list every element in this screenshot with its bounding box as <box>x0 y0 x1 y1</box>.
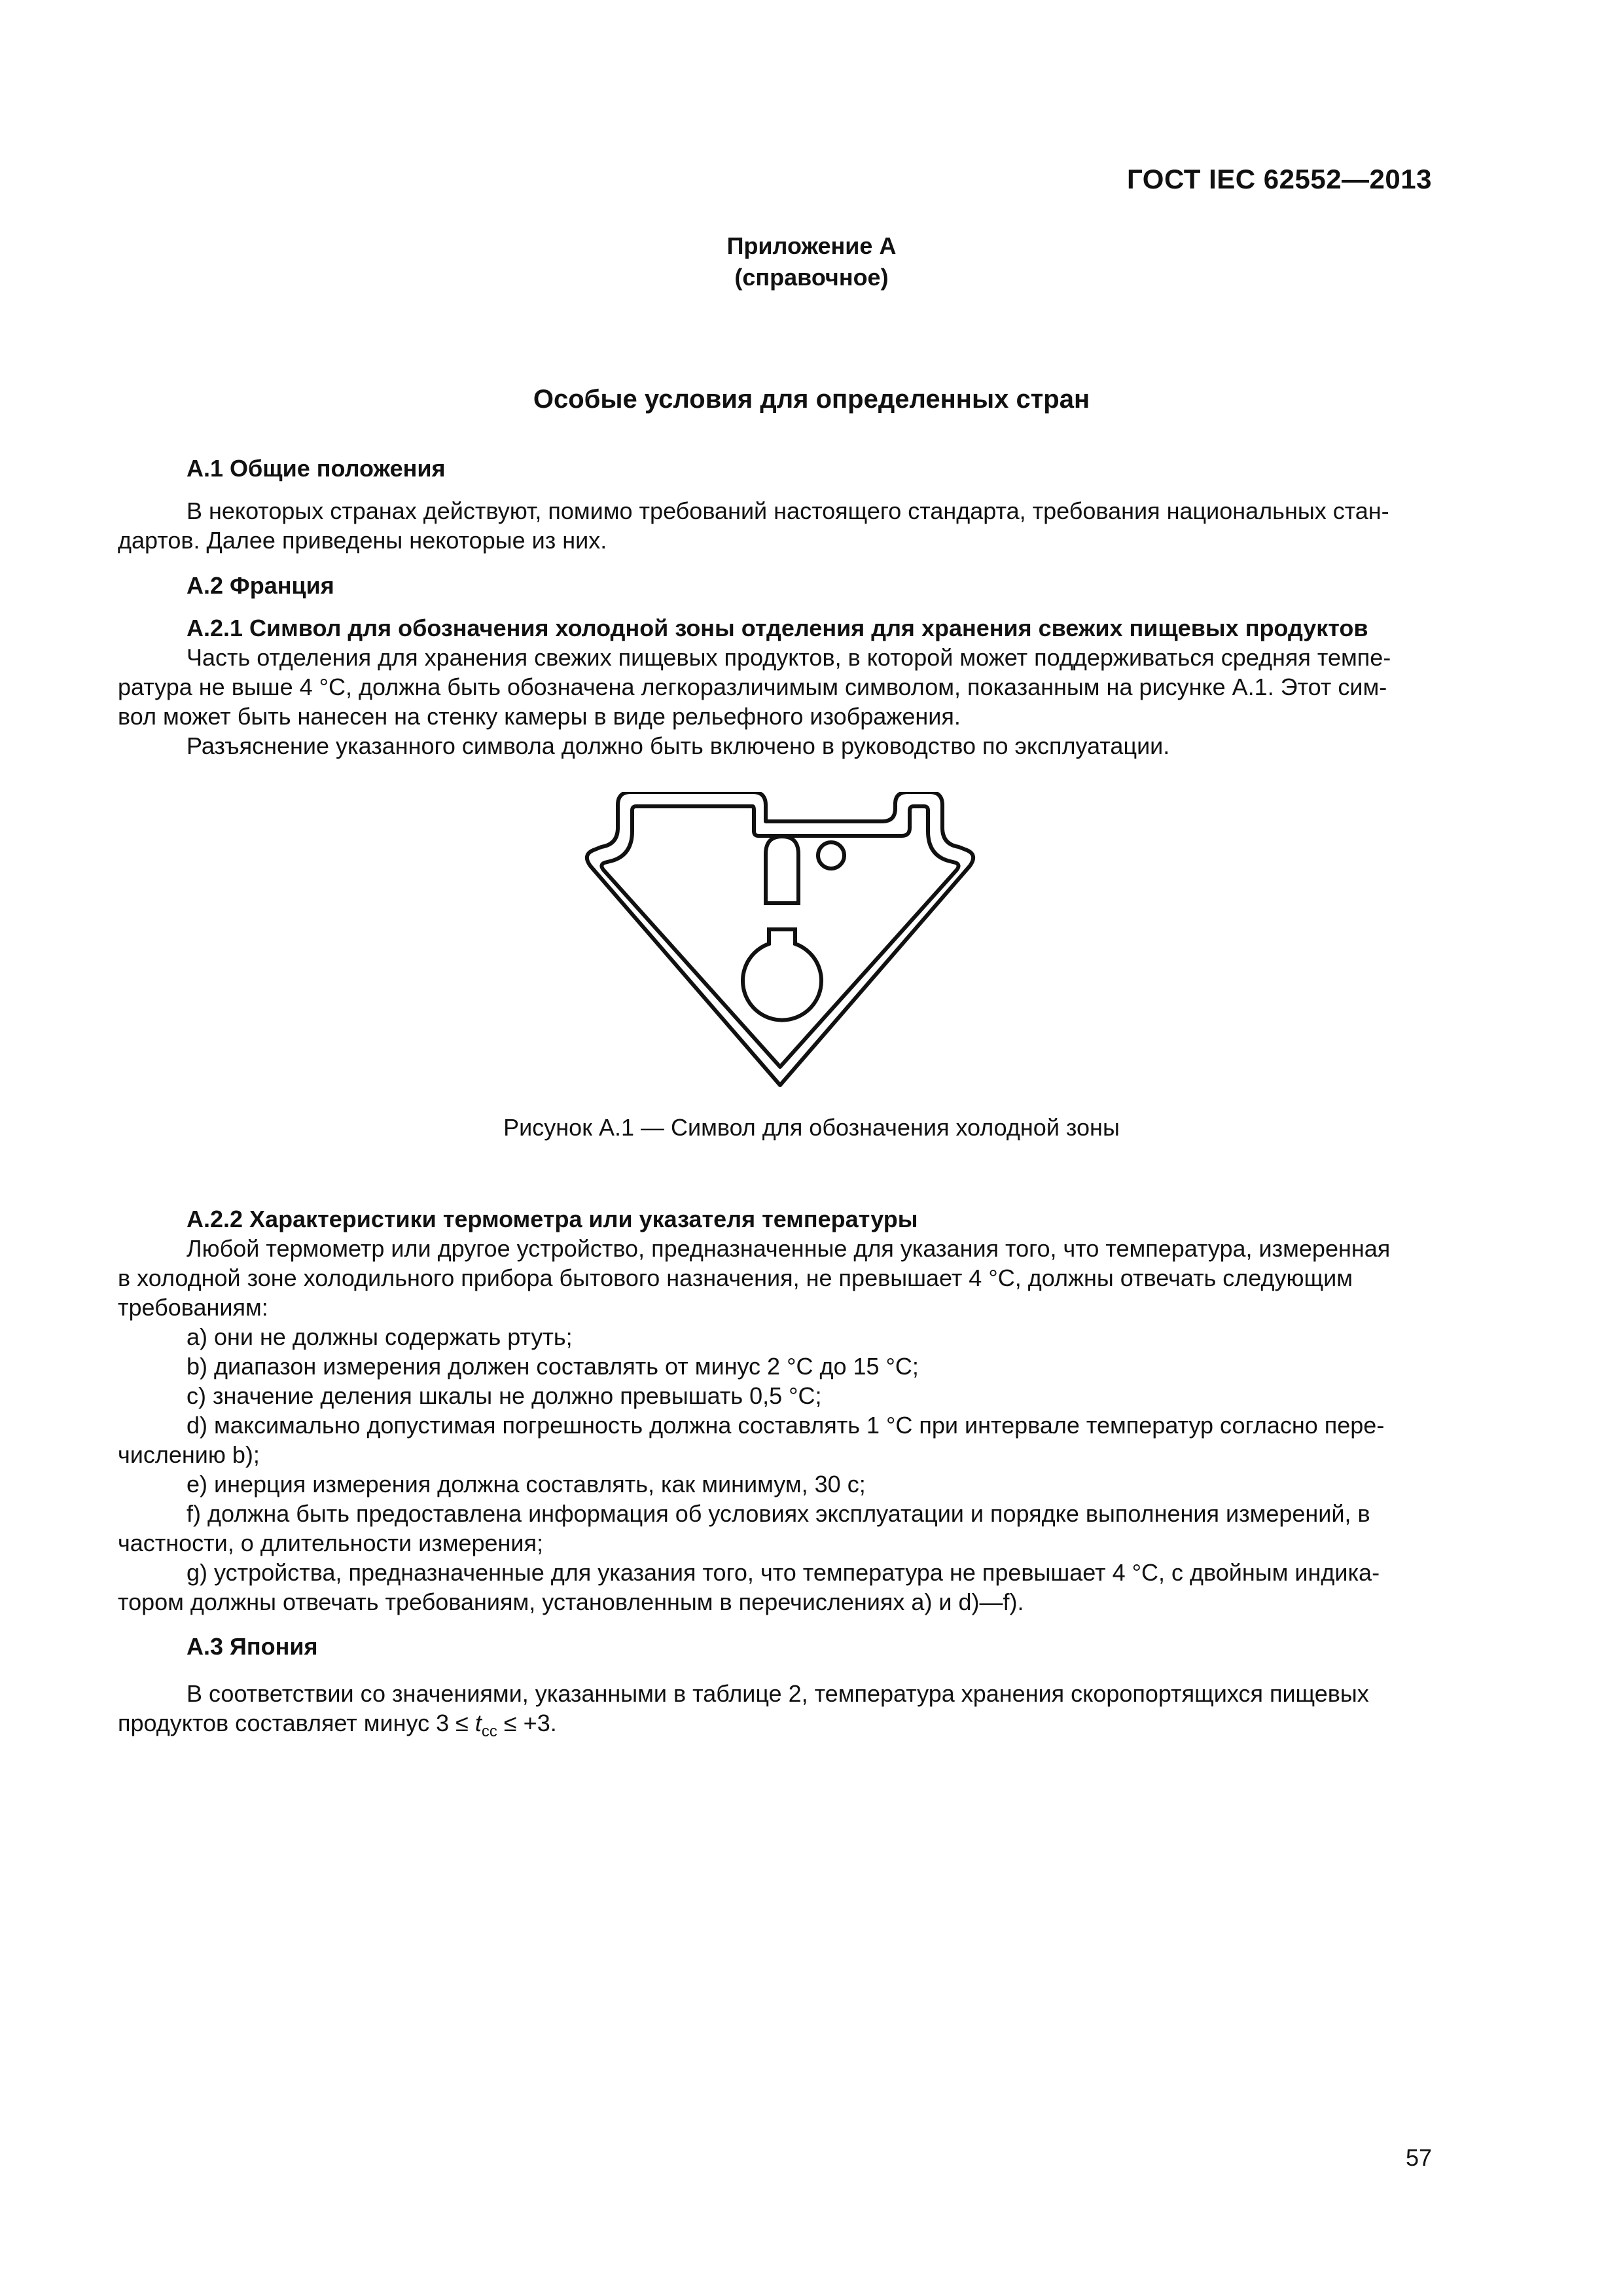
list-item-d-cont: числению b); <box>118 1441 260 1468</box>
appendix-title: Приложение А <box>726 232 897 259</box>
figure-caption: Рисунок А.1 — Символ для обозначения холодной зоны <box>503 1114 1120 1141</box>
section-a21-line4: Разъяснение указанного символа должно быть включено в руководство по эксплуатации. <box>187 732 1170 759</box>
section-a3-heading: А.3 Япония <box>187 1633 318 1660</box>
section-a2-heading: А.2 Франция <box>187 572 334 599</box>
list-item-e: e) инерция измерения должна составлять, как минимум, 30 с; <box>187 1471 866 1498</box>
page-title: Особые условия для определенных стран <box>533 385 1090 414</box>
section-a22-heading: А.2.2 Характеристики термометра или указателя температуры <box>187 1206 918 1232</box>
section-a21-line1: Часть отделения для хранения свежих пищевых продуктов, в которой может поддерживаться средняя темпе- <box>187 644 1391 671</box>
list-item-f: f) должна быть предоставлена информация об условиях эксплуатации и порядке выполнения измерений, в <box>187 1500 1370 1527</box>
section-a22-line1: Любой термометр или другое устройство, предназначенные для указания того, что температура, измеренная <box>187 1235 1391 1262</box>
list-item-f-cont: частности, о длительности измерения; <box>118 1530 544 1556</box>
page-number: 57 <box>1405 2144 1432 2171</box>
list-item-a: a) они не должны содержать ртуть; <box>187 1323 573 1350</box>
list-item-d: d) максимально допустимая погрешность должна составлять 1 °С при интервале температур согласно пере- <box>187 1412 1385 1439</box>
list-item-c: c) значение деления шкалы не должно превышать 0,5 °С; <box>187 1382 822 1409</box>
list-item-g: g) устройства, предназначенные для указания того, что температура не превышает 4 °С, с двойным индика- <box>187 1559 1380 1586</box>
section-a22-line3: требованиям: <box>118 1294 268 1321</box>
section-a3-line1: В соответствии со значениями, указанными в таблице 2, температура хранения скоропортящихся пищевых <box>187 1680 1369 1707</box>
list-item-b: b) диапазон измерения должен составлять от минус 2 °С до 15 °С; <box>187 1353 919 1380</box>
section-a21-line2: ратура не выше 4 °С, должна быть обозначена легкоразличимым символом, показанным на рисунке А.1. Этот сим- <box>118 673 1387 700</box>
section-a21-line3: вол может быть нанесен на стенку камеры в виде рельефного изображения. <box>118 703 961 730</box>
section-a3-line2-post: ≤ +3. <box>497 1710 557 1736</box>
section-a3-line2 <box>118 1708 1446 1746</box>
section-a3-line2-pre: продуктов составляет минус 3 ≤ <box>118 1710 475 1736</box>
section-a1-heading: А.1 Общие положения <box>187 455 446 482</box>
section-a21-heading: А.2.1 Символ для обозначения холодной зоны отделения для хранения свежих пищевых продуктов <box>187 615 1368 641</box>
cold-zone-symbol <box>576 792 982 1093</box>
section-a1-text-line2: дартов. Далее приведены некоторые из них. <box>118 527 607 554</box>
section-a22-line2: в холодной зоне холодильного прибора бытового назначения, не превышает 4 °С, должны отвечать следующим <box>118 1265 1353 1291</box>
section-a1-text-line1: В некоторых странах действуют, помимо требований настоящего стандарта, требования национальных стан- <box>187 497 1389 524</box>
list-item-g-cont: тором должны отвечать требованиям, установленным в перечислениях а) и d)—f). <box>118 1588 1024 1615</box>
standard-number: ГОСТ IEC 62552—2013 <box>1127 164 1432 194</box>
appendix-status: (справочное) <box>734 264 889 291</box>
temperature-variable-subscript: cc <box>481 1723 497 1741</box>
temperature-variable: t <box>474 1710 482 1736</box>
